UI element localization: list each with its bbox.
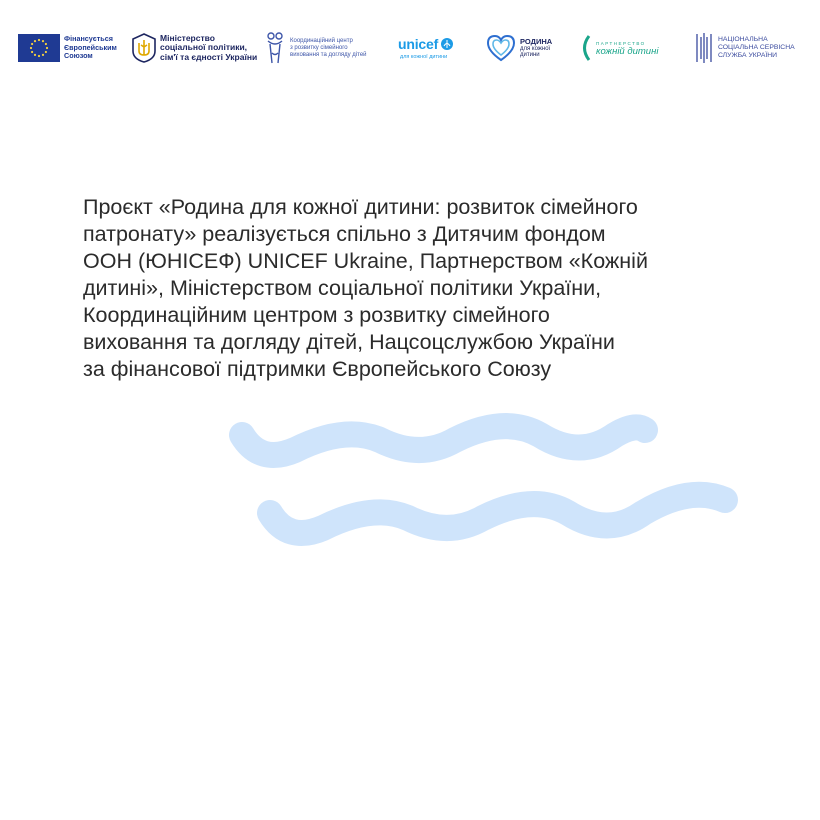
unicef-tagline: для кожної дитини [400, 54, 448, 60]
ministry-logo-text: Міністерство соціальної політики, сім'ї та єдності України [160, 32, 258, 62]
kozhnii-dytyni-text: ПАРТНЕРСТВО кожній дитині [596, 40, 659, 57]
kozhnii-dytyni-logo [578, 28, 658, 68]
eu-logo-text: Фінансується Європейським Союзом [64, 34, 117, 61]
coordination-center-text: Координаційний центр з розвитку сімейного виховання та догляду дітей [290, 37, 367, 58]
decorative-waves [220, 405, 750, 565]
eu-logo [18, 28, 126, 68]
project-description: Проєкт «Родина для кожної дитини: розвиток сімейного патронату» реалізується спільно з Дитячим фондом ООН (ЮНІСЕФ) UNICEF Ukraine, Партнерством «Кожній дитині», Міністерством соціальної політики України, Координаційним центром з розвитку сімейного виховання та догляду дітей, Нацсоцслужбою України за фінансової підтримки Європейського Союзу [83, 195, 648, 381]
rodyna-logo [486, 28, 552, 68]
eu-flag-icon [18, 34, 60, 62]
ncss-logo [694, 28, 795, 68]
rodyna-logo-text: РОДИНА для кожної дитини [520, 36, 553, 58]
bracket-icon [578, 34, 592, 62]
wave-bottom [270, 495, 725, 533]
unicef-globe-icon [440, 37, 454, 51]
ncss-emblem-icon [694, 31, 714, 65]
unicef-logo [398, 28, 454, 68]
coordination-center-logo [264, 28, 382, 68]
family-figure-icon [264, 31, 286, 65]
partner-logos-bar [18, 28, 808, 68]
trident-shield-icon [132, 33, 156, 63]
unicef-wordmark: unicef [398, 36, 439, 52]
heart-icon [486, 34, 516, 62]
wave-top [242, 426, 645, 455]
ncss-logo-text: НАЦІОНАЛЬНА СОЦІАЛЬНА СЕРВІСНА СЛУЖБА УКРАЇНИ [718, 36, 795, 59]
